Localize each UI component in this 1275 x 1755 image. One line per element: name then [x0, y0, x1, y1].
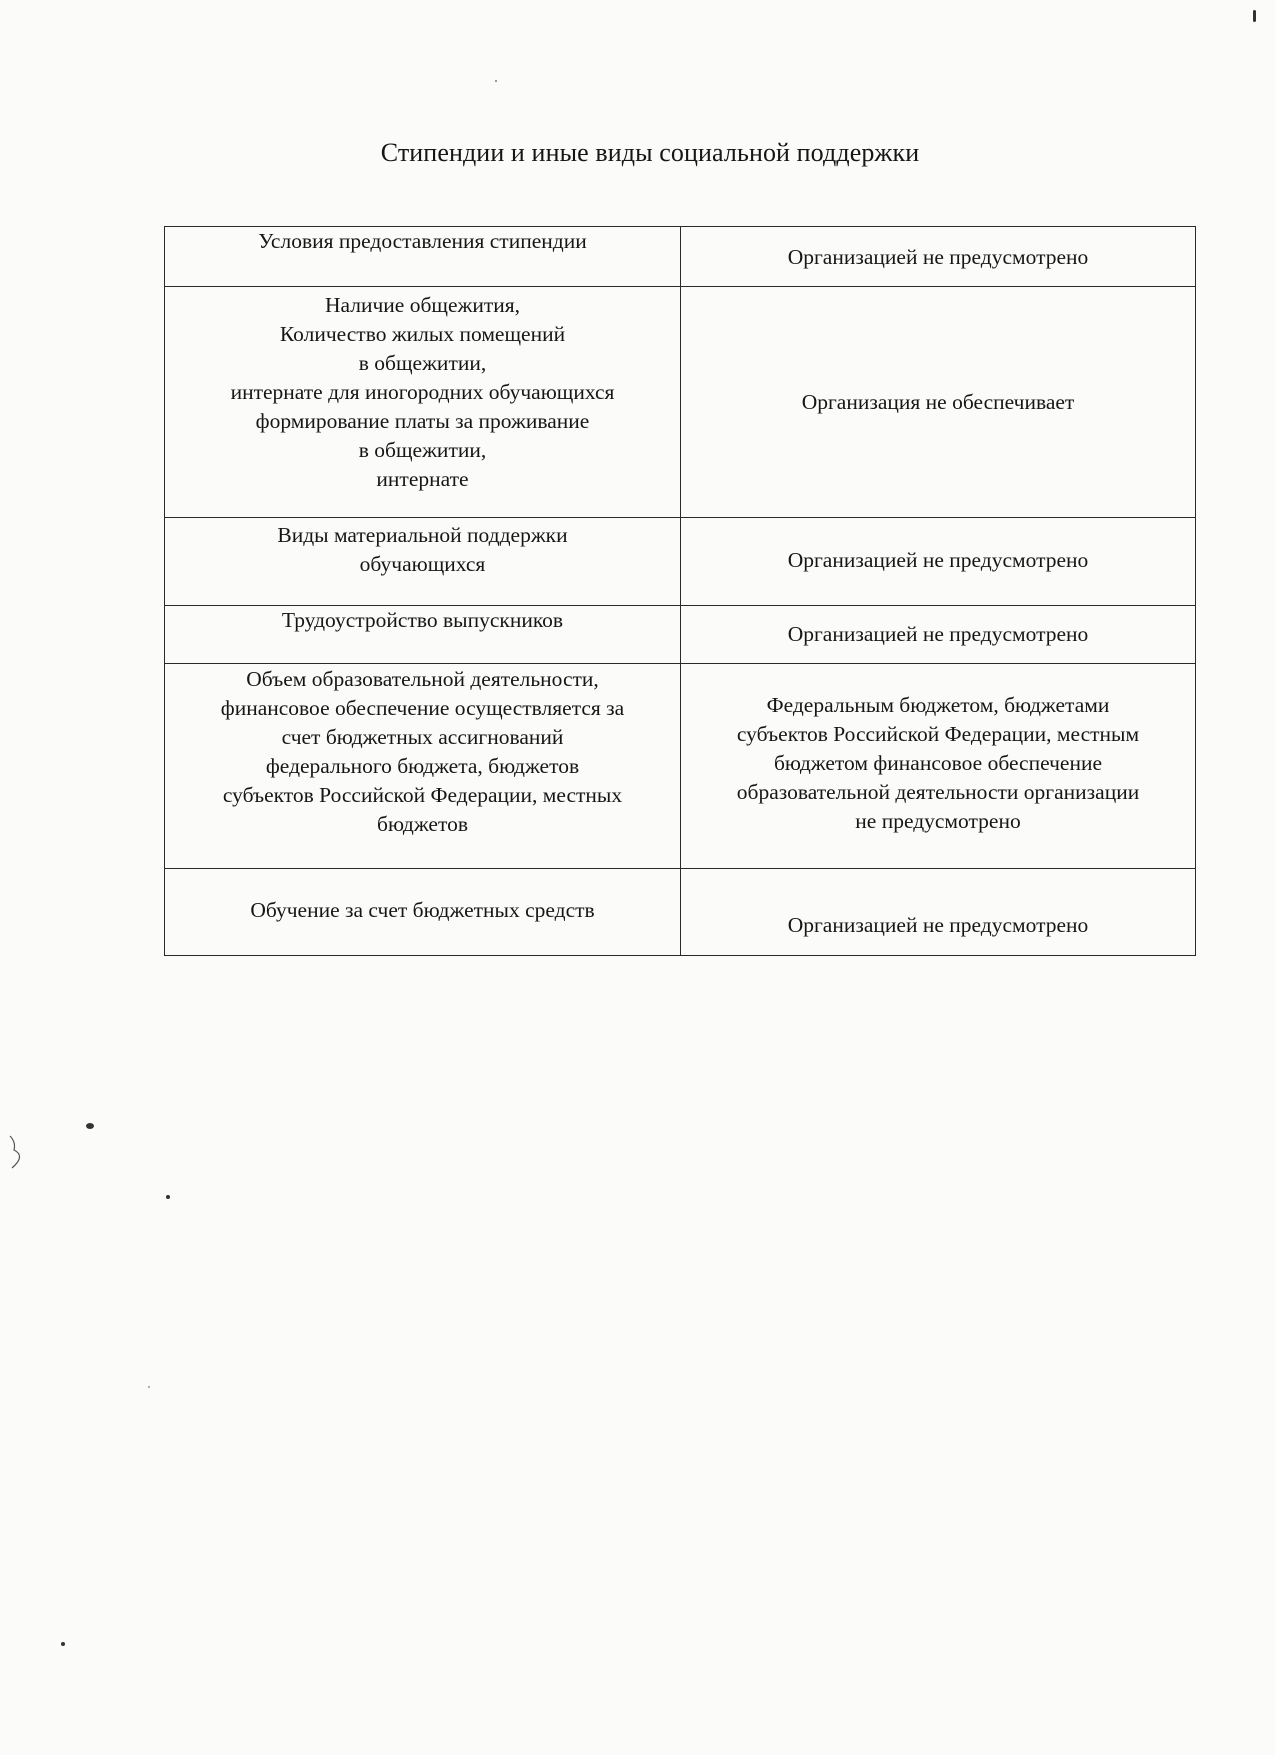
scan-speck	[166, 1195, 170, 1199]
table-row	[165, 606, 1196, 664]
row-value: Организацией не предусмотрено	[681, 227, 1196, 287]
page-title: Стипендии и иные виды социальной поддержки	[380, 138, 920, 167]
row-label: Трудоустройство выпускников	[165, 606, 681, 664]
row-value: Организацией не предусмотрено	[681, 518, 1196, 606]
row-label: Наличие общежития, Количество жилых помещений в общежитии, интернате для иногородних обучающихся формирование платы за проживание в общежитии, интернате	[165, 287, 681, 518]
row-label: Объем образовательной деятельности, финансовое обеспечение осуществляется за счет бюджетных ассигнований федерального бюджета, бюджетов субъектов Российской Федерации, местных бюджетов	[165, 664, 681, 869]
row-value: Федеральным бюджетом, бюджетами субъектов Российской Федерации, местным бюджетом финансовое обеспечение образовательной деятельности организации не предусмотрено	[681, 664, 1196, 869]
table-row	[165, 664, 1196, 869]
scan-speck	[86, 1123, 94, 1129]
scan-speck	[495, 80, 497, 82]
row-value: Организация не обеспечивает	[681, 287, 1196, 518]
row-label: Виды материальной поддержки обучающихся	[165, 518, 681, 606]
table-row	[165, 518, 1196, 606]
row-label: Условия предоставления стипендии	[165, 227, 681, 287]
scan-speck	[1253, 10, 1256, 22]
row-label: Обучение за счет бюджетных средств	[165, 869, 681, 956]
scan-mark	[6, 1134, 26, 1174]
table-row	[165, 227, 1196, 287]
table-row	[165, 287, 1196, 518]
scan-speck	[148, 1386, 150, 1388]
row-value: Организацией не предусмотрено	[681, 869, 1196, 956]
row-value: Организацией не предусмотрено	[681, 606, 1196, 664]
social-support-table	[164, 226, 1196, 956]
table-row	[165, 869, 1196, 956]
scan-speck	[61, 1642, 65, 1646]
